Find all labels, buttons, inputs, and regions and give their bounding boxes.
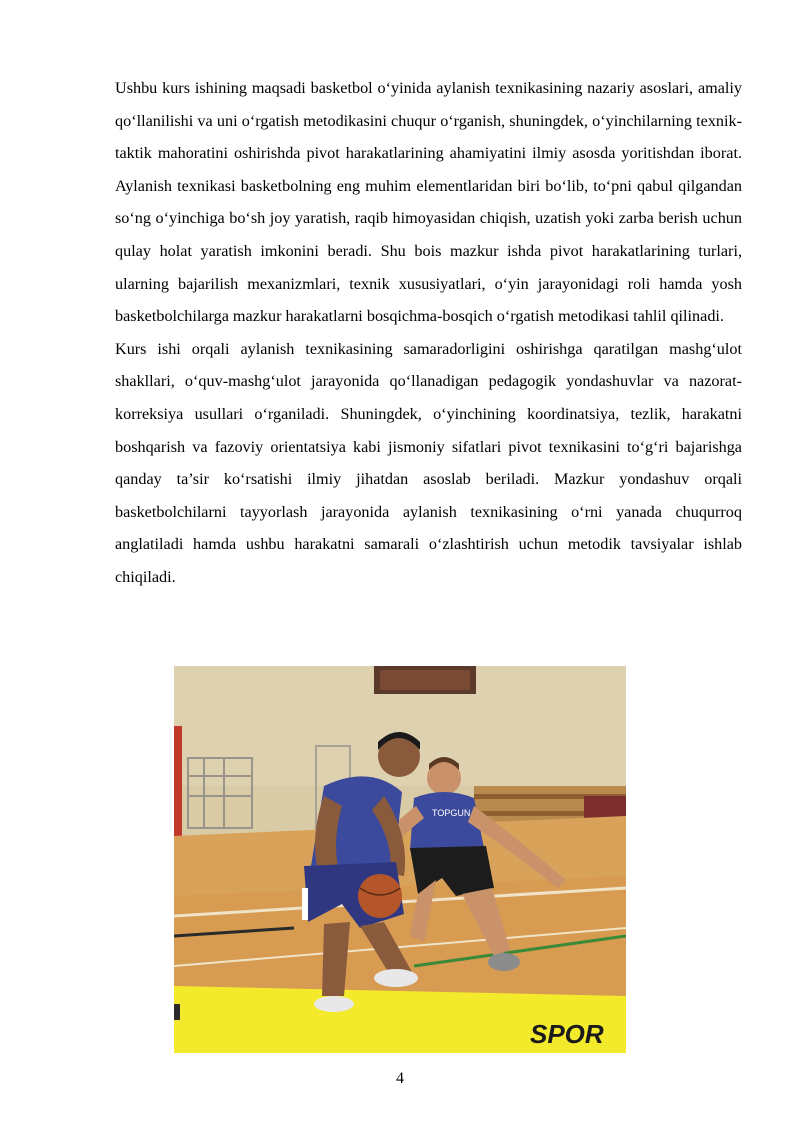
- basketball-photo-illustration: [174, 666, 626, 1053]
- jersey-text: TOPGUN: [432, 808, 471, 818]
- paragraph-2: Kurs ishi orqali aylanish texnikasining samaradorligini oshirishga qaratilgan mashg‘ulot shakllari, o‘quv-mashg‘ulot jarayonida qo‘llanadigan pedagogik yondashuvlar va nazorat-korreksiya usullari o‘rganiladi. Shuningdek, o‘yinchining koordinatsiya, tezlik, harakatni boshqarish va fazoviy orientatsiya kabi jismoniy sifatlari pivot texnikasini to‘g‘ri bajarishga qanday ta’sir ko‘rsatishi ilmiy jihatdan asoslab beriladi. Mazkur yondashuv orqali basketbolchilarni tayyorlash jarayonida aylanish texnikasining o‘rni yanada chuqurroq anglatiladi hamda ushbu harakatni samarali o‘zlashtirish uchun metodik tavsiyalar ishlab chiqiladi.: [115, 339, 742, 586]
- body-text: [115, 72, 742, 594]
- sport-watermark: SPOR: [530, 1019, 604, 1049]
- paragraph-1: Ushbu kurs ishining maqsadi basketbol o‘yinida aylanish texnikasining nazariy asoslari, amaliy qo‘llanilishi va uni o‘rgatish metodikasini chuqur o‘rganish, shuningdek, o‘yinchilarning texnik-taktik mahoratini oshirishda pivot harakatlarining ahamiyatini ilmiy asosda yoritishdan iborat. Aylanish texnikasi basketbolning eng muhim elementlaridan biri bo‘lib, to‘pni qabul qilgandan so‘ng o‘yinchiga bo‘sh joy yaratish, raqib himoyasidan chiqish, uzatish yoki zarba berish uchun qulay holat yaratish imkonini beradi. Shu bois mazkur ishda pivot harakatlarining turlari, ularning bajarilish mexanizmlari, texnik xususiyatlari, o‘yin jarayonidagi roli hamda yosh basketbolchilarga mazkur harakatlarni bosqichma-bosqich o‘rgatish metodikasi tahlil qilinadi.: [115, 79, 742, 326]
- page-number: 4: [396, 1070, 404, 1087]
- basketball-photo: [174, 666, 626, 1053]
- basketball: [358, 874, 402, 918]
